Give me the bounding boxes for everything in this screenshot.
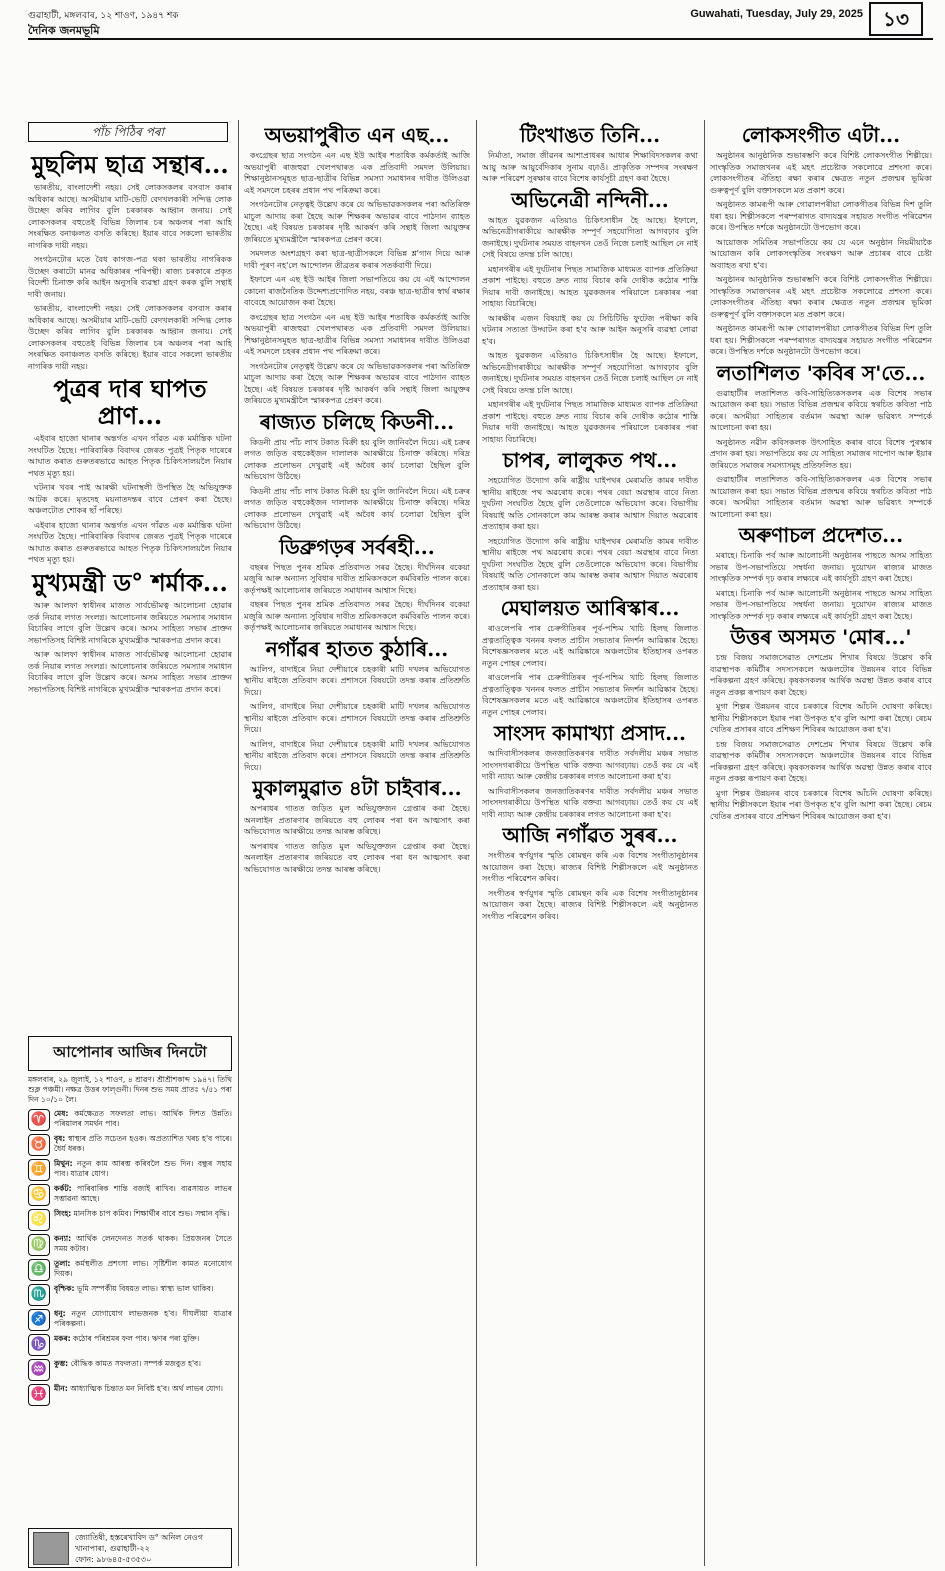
horoscope-sign <box>28 1134 232 1156</box>
page-number: ১৩ <box>869 2 923 36</box>
article-paragraph: কিডনী প্ৰায় পাঁচ লাখ টকাত বিক্ৰী হয় বুলি জানিবলৈ দিয়ে। এই চক্ৰৰ লগত জড়িত বহুকেইজন দালালক আৰক্ষীয়ে চিনাক্ত কৰিছে। দৰিদ্ৰ লোকক প্ৰলোভন দেখুৱাই এই অবৈধ কাৰ্য চলোৱা হৈছিল বুলি অভিযোগ উঠিছে। <box>244 437 470 481</box>
zodiac-icon: ♍ <box>28 1234 50 1256</box>
article-paragraph: ভাৰতীয়, বাংলাদেশী নহয়। সেই লোকসকলৰ বসবাস কৰাৰ অধিকাৰ আছে। অসমীয়াৰ মাটি-ভেটি বেদখলকাৰী সন্দিগ্ধ লোক উচ্ছেদ কৰিব লাগিব বুলি চৰকাৰক আহ্বান জনায়। সেই লোকসকলৰ বহুতেই বিভিন্ন জিলাৰ চৰ অঞ্চলৰ পৰা আহি সংৰক্ষিত বনাঞ্চলত বসতি কৰিছে। ইয়াৰ বাবে সকলো ভাৰতীয় নাগৰিক দায়ী নহয়। <box>28 304 232 371</box>
article-paragraph: সংগীতৰ স্বৰ্ণযুগৰ স্মৃতি ৰোমন্থন কৰি এক বিশেষ সংগীতানুষ্ঠানৰ আয়োজন কৰা হৈছে। ৰাজ্যৰ বিশিষ্ট শিল্পীসকলে এই অনুষ্ঠানত সংগীত পৰিৱেশন কৰিব। <box>482 851 698 883</box>
sign-prediction: নতুন কাম আৰম্ভ কৰিবলৈ শুভ দিন। বন্ধুৰ সহায় পাব। যাত্ৰাৰ যোগ। <box>54 1159 232 1178</box>
column-divider <box>704 120 705 1566</box>
astrologer-box <box>28 1528 232 1568</box>
horoscope-signs <box>28 1109 232 1406</box>
headline-north-assam: উত্তৰ অসমত 'মোৰ...' <box>730 625 912 649</box>
sign-text <box>54 1134 232 1156</box>
article-paragraph: সংগঠনটোৰ নেতৃত্বই উল্লেখ কৰে যে অভিভাৱকসকলৰ পৰা অতিৰিক্ত মাচুল আদায় কৰা হৈছে আৰু শিক্ষকৰ অভাৱৰ বাবে পাঠদান ব্যাহত হৈছে। এই বিষয়ত চৰকাৰৰ দৃষ্টি আকৰ্ষণ কৰি সন্থাই জিলা আয়ুক্তৰ জৰিয়তে মুখ্যমন্ত্ৰীলৈ স্মাৰকপত্ৰ প্ৰেৰণ কৰে। <box>244 361 470 405</box>
article-paragraph: চন্দ্ৰ বিজয় সমাজসেৱাত দেশপ্ৰেম শিখাৰ বিষয়ে উল্লেখ কৰি ব্যৱস্থাপক কমিটীৰ সদস্যসকলে অঞ্চলটোৰ উন্নয়নৰ বাবে বিভিন্ন পৰিকল্পনা গ্ৰহণ কৰিছে। কৃষকসকলৰ আৰ্থিক অৱস্থা উন্নত কৰাৰ বাবে নতুন প্ৰকল্প ৰূপায়ণ কৰা হৈছে। <box>710 653 932 697</box>
column-2 <box>244 120 470 1566</box>
sign-text <box>54 1259 232 1281</box>
sign-name: বৃষ: <box>54 1134 66 1143</box>
sign-text <box>54 1234 232 1256</box>
sign-name: কুম্ভ: <box>54 1359 69 1368</box>
article-paragraph: মুগা শিল্পৰ উন্নয়নৰ বাবে চৰকাৰে বিশেষ আঁচনি ঘোষণা কৰিছে। স্থানীয় শিল্পীসকলে ইয়াৰ পৰা উপকৃত হ'ব বুলি আশা কৰা হৈছে। ৰেচম খেতিৰ প্ৰসাৰৰ বাবে প্ৰশিক্ষণ শিবিৰৰ আয়োজন কৰা হ'ব। <box>710 788 932 821</box>
zodiac-icon: ♉ <box>28 1134 50 1156</box>
article-paragraph: আয়োজক সমিতিৰ সভাপতিয়ে কয় যে এনে অনুষ্ঠান নিয়মীয়াকৈ আয়োজন কৰি লোকসংস্কৃতিৰ সংৰক্ষণ আৰু প্ৰচাৰৰ বাবে চেষ্টা অব্যাহত ৰখা হ'ব। <box>710 237 932 270</box>
sign-text <box>54 1359 201 1381</box>
horoscope-sign <box>28 1184 232 1206</box>
article-paragraph: মৰাহে। চিনাকি পৰ্ব আৰু আলোচনী অনুষ্ঠানৰ পাছতে অসম সাহিত্য সভাৰ উপ-সভাপতিয়ে সম্বৰ্ধনা জনায়। দুয়োখন ৰাজ্যৰ মাজত সাংস্কৃতিক সম্পৰ্ক দৃঢ় কৰাৰ লক্ষ্যৰে এই কাৰ্যসূচী গ্ৰহণ কৰা হৈছে। <box>710 588 932 621</box>
sign-prediction: আধ্যাত্মিক চিন্তাত মন নিবিষ্ট হ'ব। অৰ্থ লাভৰ যোগ। <box>70 1384 223 1393</box>
article-paragraph: ভাৰতীয়, বাংলাদেশী নহয়। সেই লোকসকলৰ বসবাস কৰাৰ অধিকাৰ আছে। অসমীয়াৰ মাটি-ভেটি বেদখলকাৰী সন্দিগ্ধ লোক উচ্ছেদ কৰিব লাগিব বুলি চৰকাৰক আহ্বান জনায়। সেই লোকসকলৰ বহুতেই বিভিন্ন জিলাৰ চৰ অঞ্চলৰ পৰা আহি সংৰক্ষিত বনাঞ্চলত বসতি কৰিছে। ইয়াৰ বাবে সকলো ভাৰতীয় নাগৰিক দায়ী নহয়। <box>28 183 232 250</box>
sign-text <box>54 1184 232 1206</box>
sign-text <box>54 1109 232 1131</box>
headline-nagaon-axe: নগাঁৱৰ হাতত কুঠাৰি... <box>265 636 449 661</box>
article-paragraph: আৰু আলফা স্বাধীনৰ মাজত সাৰ্বভৌমত্ব আলোচনা হোৱাৰ তৰ্ক নিয়াৰ লগত সংলগ্ন। আলোচনাৰ জৰিয়তে সমস্যাৰ সমাধান বিচাৰিব লাগে বুলি উল্লেখ কৰে। অসম সাহিত্য সভাৰ প্ৰাক্তন সভাপতিসহ বিশিষ্ট নাগৰিকে মুখ্যমন্ত্ৰীক স্মাৰকপত্ৰ প্ৰদান কৰে। <box>28 601 232 645</box>
article-paragraph: মুগা শিল্পৰ উন্নয়নৰ বাবে চৰকাৰে বিশেষ আঁচনি ঘোষণা কৰিছে। স্থানীয় শিল্পীসকলে ইয়াৰ পৰা উপকৃত হ'ব বুলি আশা কৰা হৈছে। ৰেচম খেতিৰ প্ৰসাৰৰ বাবে প্ৰশিক্ষণ শিবিৰৰ আয়োজন কৰা হ'ব। <box>710 702 932 734</box>
headline-nagaon-music: আজি নগাঁৱত সুৰৰ... <box>502 823 678 847</box>
sign-text <box>54 1334 199 1356</box>
sign-name: কন্যা: <box>54 1234 72 1243</box>
paper-name: দৈনিক জনমভূমি <box>28 24 100 37</box>
masthead-rule <box>28 38 933 40</box>
article-paragraph: নিৰ্মাতা, সমাজ জীৱনৰ আশাপ্ৰাধৰৰ আধাৰ শিক্ষাবিদসকলৰ কথা আয়ু আৰু আয়ুৰ্বেদিকাৰ সুনাম বঢ়াওঁ। প্ৰাকৃতিক সম্পদৰ সংৰক্ষণ আৰু পৰিৱেশ সুৰক্ষাৰ বাবে বিশেষ কাৰ্যসূচী গ্ৰহণ কৰা হৈছে। <box>482 151 698 183</box>
article-paragraph: অপৰাধৰ গাতত জড়িত মুল অভিযুক্তজন গ্ৰেপ্তাৰ কৰা হৈছে। অনলাইন প্ৰতাৰণাৰ জৰিয়তে বহু লোকৰ পৰা ধন আত্মসাৎ কৰা অভিযোগত আৰক্ষীয়ে তদন্ত আৰম্ভ কৰিছে। <box>244 804 470 836</box>
sign-text <box>54 1209 229 1231</box>
horoscope-box <box>28 1036 232 1566</box>
headline-arunachal: অৰুণাচল প্ৰদেশত... <box>738 523 904 547</box>
article-paragraph: সংগীতৰ স্বৰ্ণযুগৰ স্মৃতি ৰোমন্থন কৰি এক বিশেষ সংগীতানুষ্ঠানৰ আয়োজন কৰা হৈছে। ৰাজ্যৰ বিশিষ্ট শিল্পীসকলে এই অনুষ্ঠানত সংগীত পৰিৱেশন কৰিব। <box>482 888 698 921</box>
sign-prediction: আৰ্থিক লেনদেনত সতৰ্ক থাকক। প্ৰিয়জনৰ সৈতে সময় কটাব। <box>54 1234 232 1253</box>
article-paragraph: গুৱাহাটীৰ লতাশিলত কবি-সাহিত্যিকসকলৰ এক বিশেষ সভাৰ আয়োজন কৰা হয়। সভাত বিভিন্ন প্ৰজন্মৰ কবিয়ে স্বৰচিত কবিতা পাঠ কৰে। অসমীয়া সাহিত্যৰ বৰ্তমান অৱস্থা আৰু ভৱিষ্যৎ সম্পৰ্কে আলোচনা কৰা হয়। <box>710 388 932 432</box>
headline-cyber: মুকালমুৱাত ৪টা চাইবাৰ... <box>252 776 462 800</box>
headline-kidney: ৰাজ্যত চলিছে কিডনী... <box>259 409 455 434</box>
zodiac-icon: ♑ <box>28 1334 50 1356</box>
article-paragraph: মহানগৰীৰ এই দুৰ্ঘটনাৰ পিছত সামাজিক মাধ্যমত ব্যাপক প্ৰতিক্ৰিয়া প্ৰকাশ পাইছে। বহুতে দ্ৰুত ন্যায় বিচাৰ কৰি দোষীক কঠোৰ শাস্তি দিয়াৰ দাবী জনাইছে। আহত যুৱকজনৰ পৰিয়ালে চৰকাৰৰ পৰা সাহায্য বিচাৰিছে। <box>482 400 698 444</box>
sign-prediction: নতুন যোগাযোগ লাভজনক হ'ব। দীঘলীয়া যাত্ৰাৰ পৰিকল্পনা। <box>54 1309 232 1328</box>
article-paragraph: আদিবাসীসকলৰ জনজাতিকৰণৰ দাবীত সৰ্বদলীয় মঞ্চৰ সভাত সাংসদগৰাকীয়ে উপস্থিত থাকি বক্তব্য আগবঢ়ায়। তেওঁ কয় যে এই দাবী ন্যায্য আৰু কেন্দ্ৰীয় চৰকাৰৰ লগত আলোচনা কৰা হ'ব। <box>482 786 698 819</box>
zodiac-icon: ♐ <box>28 1309 50 1331</box>
sign-prediction: কৰ্মস্থলীত প্ৰশংসা লাভ। সৃষ্টিশীল কামত মনোযোগ দিয়ক। <box>54 1259 232 1278</box>
sign-prediction: স্বাস্থ্যৰ প্ৰতি সচেতন হওক। অপ্ৰত্যাশিত খৰচ হ'ব পাৰে। ধৈৰ্য ধৰক। <box>54 1134 232 1153</box>
column-3 <box>482 120 698 1566</box>
article-paragraph: সমদলত অংশগ্ৰহণ কৰা ছাত্ৰ-ছাত্ৰীসকলে বিভিন্ন শ্ল'গান দিয়ে আৰু দাবী পূৰণ নহ'লে আন্দোলন তীব্ৰতৰ কৰাৰ সতৰ্কবাণী দিয়ে। <box>244 249 470 270</box>
sign-text <box>54 1284 214 1306</box>
article-paragraph: অনুষ্ঠানৰ আনুষ্ঠানিক শুভাৰম্ভণি কৰে বিশিষ্ট লোকসংগীত শিল্পীয়ে। সাংস্কৃতিক সমাজখনৰ এই মহৎ প্ৰচেষ্টাক সকলোৱে প্ৰশংসা কৰে। লোকসংগীতৰ ঐতিহ্য ৰক্ষা কৰাৰ ক্ষেত্ৰত নতুন প্ৰজন্মৰ ভূমিকা গুৰুত্বপূৰ্ণ বুলি বক্তাসকলে মত প্ৰকাশ কৰে। <box>710 275 932 319</box>
article-paragraph: ৰাওলেপৰি পাৰ চেৰুগীতিৰৰ পূৰ্ব-পশ্চিম খাচি হিলছ জিলাত প্ৰত্নতাত্ত্বিক খননৰ ফলত প্ৰাচীন সভ্যতাৰ নিদৰ্শন আৱিষ্কাৰ হৈছে। বিশেষজ্ঞসকলৰ মতে এই আৱিষ্কাৰে অঞ্চলটোৰ ইতিহাসৰ ওপৰত নতুন পোহৰ পেলাব। <box>482 673 698 717</box>
article-paragraph: আলিগ, বাদাইৰে নিয়া দেশীয়াৰে চহকাৰী মাটি দখলৰ অভিযোগত স্থানীয় ৰাইজে প্ৰতিবাদ কৰে। প্ৰশাসনে বিষয়টো তদন্ত কৰাৰ প্ৰতিশ্ৰুতি দিয়ে। <box>244 664 470 697</box>
sign-prediction: পাৰিবাৰিক শান্তি বজাই ৰাখিব। ব্যৱসায়ত লাভৰ সম্ভাৱনা আছে। <box>54 1184 232 1203</box>
horoscope-sign <box>28 1209 232 1231</box>
horoscope-title: আপোনাৰ আজিৰ দিনটো <box>28 1036 232 1071</box>
astrologer-name: জ্যোতিষী, হস্তৰেখাবিদ ড° অনিল নেওগ <box>75 1533 203 1542</box>
headline-chapar-road: চাপৰ, লালুকত পথ... <box>502 448 678 472</box>
date-right: Guwahati, Tuesday, July 29, 2025 <box>690 8 863 20</box>
sign-text <box>54 1384 223 1406</box>
column-divider <box>238 120 239 1566</box>
sign-name: তুলা: <box>54 1259 71 1268</box>
article-paragraph: মৰাহে। চিনাকি পৰ্ব আৰু আলোচনী অনুষ্ঠানৰ পাছতে অসম সাহিত্য সভাৰ উপ-সভাপতিয়ে সম্বৰ্ধনা জনায়। দুয়োখন ৰাজ্যৰ মাজত সাংস্কৃতিক সম্পৰ্ক দৃঢ় কৰাৰ লক্ষ্যৰে এই কাৰ্যসূচী গ্ৰহণ কৰা হৈছে। <box>710 551 932 583</box>
zodiac-icon: ♏ <box>28 1284 50 1306</box>
zodiac-icon: ♎ <box>28 1259 50 1281</box>
sign-name: মেষ: <box>54 1109 69 1118</box>
sign-prediction: কৰ্মক্ষেত্ৰত সফলতা লাভ। আৰ্থিক দিশত উন্নতি। পৰিয়ালৰ সমৰ্থন পাব। <box>54 1109 232 1128</box>
horoscope-sign <box>28 1359 232 1381</box>
article-paragraph: অনুষ্ঠানত কামৰূপী আৰু গোৱালপৰীয়া লোকগীতৰ বিভিন্ন দিশ তুলি ধৰা হয়। শিল্পীসকলে পৰম্পৰাগত বাদ্যযন্ত্ৰৰ সহায়ত সংগীত পৰিৱেশন কৰে। উপস্থিত দৰ্শকে অনুষ্ঠানটো উপভোগ কৰে। <box>710 324 932 356</box>
sign-text <box>54 1309 232 1331</box>
article-paragraph: আদিবাসীসকলৰ জনজাতিকৰণৰ দাবীত সৰ্বদলীয় মঞ্চৰ সভাত সাংসদগৰাকীয়ে উপস্থিত থাকি বক্তব্য আগবঢ়ায়। তেওঁ কয় যে এই দাবী ন্যায্য আৰু কেন্দ্ৰীয় চৰকাৰৰ লগত আলোচনা কৰা হ'ব। <box>482 749 698 781</box>
sign-prediction: ভূমি সম্পৰ্কীয় বিষয়ত লাভ। স্বাস্থ্য ভাল থাকিব। <box>76 1284 214 1293</box>
horoscope-sign <box>28 1159 232 1181</box>
article-paragraph: কংগ্ৰেছৰ ছাত্ৰ সংগঠন এন এছ ইউ আইৰ শতাধিক কৰ্মকৰ্তাই আজি অভয়াপুৰী ৰাজহুৱা খেলপথাৰত এক প্ৰতিবাদী সমদল উলিয়ায়। শিক্ষানুষ্ঠানসমূহত ছাত্ৰ-ছাত্ৰীৰ বিভিন্ন সমস্যা সমাধানৰ দাবীত উলিওৱা এই সমদলে চহৰৰ প্ৰধান পথ পৰিক্ৰমা কৰে। <box>244 312 470 356</box>
zodiac-icon: ♈ <box>28 1109 50 1131</box>
astrologer-address: খানাপাৰা, গুৱাহাটী-২২ <box>75 1544 150 1553</box>
zodiac-icon: ♊ <box>28 1159 50 1181</box>
article-paragraph: আৰু আলফা স্বাধীনৰ মাজত সাৰ্বভৌমত্ব আলোচনা হোৱাৰ তৰ্ক নিয়াৰ লগত সংলগ্ন। আলোচনাৰ জৰিয়তে সমস্যাৰ সমাধান বিচাৰিব লাগে বুলি উল্লেখ কৰে। অসম সাহিত্য সভাৰ প্ৰাক্তন সভাপতিসহ বিশিষ্ট নাগৰিকে মুখ্যমন্ত্ৰীক স্মাৰকপত্ৰ প্ৰদান কৰে। <box>28 650 232 694</box>
column-4 <box>710 120 932 1566</box>
sign-name: কৰ্কট: <box>54 1184 72 1193</box>
sign-prediction: মানসিক চাপ কমিব। শিক্ষাৰ্থীৰ বাবে শুভ। সন্মান বৃদ্ধি। <box>73 1209 230 1218</box>
article-paragraph: ৰাওলেপৰি পাৰ চেৰুগীতিৰৰ পূৰ্ব-পশ্চিম খাচি হিলছ জিলাত প্ৰত্নতাত্ত্বিক খননৰ ফলত প্ৰাচীন সভ্যতাৰ নিদৰ্শন আৱিষ্কাৰ হৈছে। বিশেষজ্ঞসকলৰ মতে এই আৱিষ্কাৰে অঞ্চলটোৰ ইতিহাসৰ ওপৰত নতুন পোহৰ পেলাব। <box>482 624 698 668</box>
headline-actress: অভিনেত্ৰী নন্দিনী... <box>511 187 669 212</box>
article-paragraph: কংগ্ৰেছৰ ছাত্ৰ সংগঠন এন এছ ইউ আইৰ শতাধিক কৰ্মকৰ্তাই আজি অভয়াপুৰী ৰাজহুৱা খেলপথাৰত এক প্ৰতিবাদী সমদল উলিয়ায়। শিক্ষানুষ্ঠানসমূহত ছাত্ৰ-ছাত্ৰীৰ বিভিন্ন সমস্যা সমাধানৰ দাবীত উলিওৱা এই সমদলে চহৰৰ প্ৰধান পথ পৰিক্ৰমা কৰে। <box>244 151 470 195</box>
date-left: গুৱাহাটী, মঙ্গলবাৰ, ১২ শাওণ, ১৯৪৭ শক <box>28 11 179 21</box>
sign-name: মীন: <box>54 1384 68 1393</box>
sign-name: মিথুন: <box>54 1159 73 1168</box>
column-1 <box>28 148 232 1028</box>
sign-name: মকৰ: <box>54 1334 71 1343</box>
article-paragraph: অনুষ্ঠানত নৱীন কবিসকলক উৎসাহিত কৰাৰ বাবে বিশেষ পুৰস্কাৰ প্ৰদান কৰা হয়। সভাপতিয়ে কয় যে সাহিত্য সমাজৰ দাপোণ আৰু ইয়াৰ জৰিয়তে সমাজৰ সমস্যাসমূহ প্ৰতিফলিত হয়। <box>710 437 932 470</box>
article-paragraph: সংগঠনটোৰ নেতৃত্বই উল্লেখ কৰে যে অভিভাৱকসকলৰ পৰা অতিৰিক্ত মাচুল আদায় কৰা হৈছে আৰু শিক্ষকৰ অভাৱৰ বাবে পাঠদান ব্যাহত হৈছে। এই বিষয়ত চৰকাৰৰ দৃষ্টি আকৰ্ষণ কৰি সন্থাই জিলা আয়ুক্তৰ জৰিয়তে মুখ্যমন্ত্ৰীলৈ স্মাৰকপত্ৰ প্ৰেৰণ কৰে। <box>244 200 470 244</box>
headline-dibrugarh: ডিব্ৰুগড়ৰ সৰ্বৰহী... <box>279 534 435 559</box>
zodiac-icon: ♓ <box>28 1384 50 1406</box>
article-paragraph: এইবাৰ হাজো থানাৰ অন্তৰ্গত এখন গাঁৱত এক মৰ্মান্তিক ঘটনা সংঘটিত হৈছে। পাৰিবাৰিক বিবাদৰ জেৰত পুত্ৰই পিতৃক দাৰেৰে আঘাত কৰাত গুৰুতৰভাৱে আহত পিতৃক চিকিৎসালয়লৈ নিয়াৰ পথত মৃত্যু হয়। <box>28 434 232 478</box>
zodiac-icon: ♋ <box>28 1184 50 1206</box>
sign-name: ধনু: <box>54 1309 66 1318</box>
astrologer-photo <box>33 1532 69 1565</box>
headline-muslim-students: মুছলিম ছাত্ৰ সন্থাৰ... <box>31 150 229 179</box>
article-paragraph: কিডনী প্ৰায় পাঁচ লাখ টকাত বিক্ৰী হয় বুলি জানিবলৈ দিয়ে। এই চক্ৰৰ লগত জড়িত বহুকেইজন দালালক আৰক্ষীয়ে চিনাক্ত কৰিছে। দৰিদ্ৰ লোকক প্ৰলোভন দেখুৱাই এই অবৈধ কাৰ্য চলোৱা হৈছিল বুলি অভিযোগ উঠিছে। <box>244 486 470 530</box>
article-paragraph: আৰক্ষীৰ এজন বিষয়াই কয় যে সিচিটিভি ফুটেজ পৰীক্ষা কৰি ঘটনাৰ সত্যতা উদ্ঘাটন কৰা হ'ব আৰু আইন অনুসৰি ব্যৱস্থা লোৱা হ'ব। <box>482 313 698 346</box>
headline-meghalaya: মেঘালয়ত আৰিস্কাৰ... <box>500 596 680 620</box>
article-paragraph: সংগঠনটোৰ মতে বৈধ কাগজ-পত্ৰ থকা ভাৰতীয় নাগৰিকক উচ্ছেদ কৰাটো মানৱ অধিকাৰৰ পৰিপন্থী। ৰাজ্য চৰকাৰে প্ৰকৃত বিদেশী চিনাক্ত কৰি আইন অনুসৰি ব্যৱস্থা গ্ৰহণ কৰক বুলি সন্থাই দাবী জনায়। <box>28 255 232 299</box>
horoscope-sign <box>28 1309 232 1331</box>
headline-chief-minister: মুখ্যমন্ত্ৰী ড° শৰ্মাক... <box>32 567 228 597</box>
horoscope-sign <box>28 1109 232 1131</box>
article-paragraph: ইফালে এন এছ ইউ আইৰ জিলা সভাপতিয়ে কয় যে এই আন্দোলন কোনো ৰাজনৈতিক উদ্দেশ্যপ্ৰণোদিত নহয়, বৰঞ্চ ছাত্ৰ-ছাত্ৰীৰ স্বাৰ্থ ৰক্ষাৰ বাবেহে আয়োজন কৰা হৈছে। <box>244 275 470 307</box>
sign-prediction: বৌদ্ধিক কামত সফলতা। সম্পৰ্ক মজবুত হ'ব। <box>70 1359 201 1368</box>
horoscope-sign <box>28 1259 232 1281</box>
zodiac-icon: ♒ <box>28 1359 50 1381</box>
article-paragraph: এইবাৰ হাজো থানাৰ অন্তৰ্গত এখন গাঁৱত এক মৰ্মান্তিক ঘটনা সংঘটিত হৈছে। পাৰিবাৰিক বিবাদৰ জেৰত পুত্ৰই পিতৃক দাৰেৰে আঘাত কৰাত গুৰুতৰভাৱে আহত পিতৃক চিকিৎসালয়লৈ নিয়াৰ পথত মৃত্যু হয়। <box>28 520 232 565</box>
headline-folk-song: লোকসংগীত এটা... <box>741 123 901 147</box>
article-paragraph: আহত যুৱকজন এতিয়াও চিকিৎসাধীন হৈ আছে। ইফালে, অভিনেত্ৰীগৰাকীয়ে আৰক্ষীক সম্পূৰ্ণ সহযোগিতা আগবঢ়াব বুলি জনাইছে। দুৰ্ঘটনাৰ সময়ত বাহনখন তেওঁ নিজে চলাই আছিল নে নাই সেই বিষয়ে তদন্ত চলি আছে। <box>482 215 698 259</box>
article-paragraph: বছৰৰ পিছত পুনৰ শ্ৰমিক প্ৰতিবাদত সৰৱ হৈছে। দীৰ্ঘদিনৰ বকেয়া মজুৰি আৰু অন্যান্য সুবিধাৰ দাবীত শ্ৰমিকসকলে কৰ্মবিৰতি পালন কৰে। কৰ্তৃপক্ষই আলোচনাৰ জৰিয়তে সমাধানৰ আশ্বাস দিছে। <box>244 600 470 632</box>
astrologer-phone: ফোন: ৯৮৬৪৫-৫৩৫৩০ <box>75 1555 152 1564</box>
headline-son-attack: পুত্ৰৰ দাৰ ঘাপত প্ৰাণ... <box>53 374 207 430</box>
horoscope-sign <box>28 1384 232 1406</box>
zodiac-icon: ♌ <box>28 1209 50 1231</box>
sign-name: সিংহ: <box>54 1209 72 1218</box>
article-paragraph: সহযোগিত উদ্যোগ কৰি ৰাষ্ট্ৰীয় ঘাইপথৰ মেৰামতি কামৰ দাবীত স্থানীয় ৰাইজে পথ অৱৰোধ কৰে। পথৰ বেয়া অৱস্থাৰ বাবে নিত্য দুৰ্ঘটনা সংঘটিত হৈছে বুলি তেওঁলোকে অভিযোগ কৰে। বিভাগীয় বিষয়াই অতি সোনকালে কাম আৰম্ভ কৰাৰ আশ্বাস দিয়াত অৱৰোধ প্ৰত্যাহাৰ কৰা হয়। <box>482 476 698 531</box>
article-paragraph: গুৱাহাটীৰ লতাশিলত কবি-সাহিত্যিকসকলৰ এক বিশেষ সভাৰ আয়োজন কৰা হয়। সভাত বিভিন্ন প্ৰজন্মৰ কবিয়ে স্বৰচিত কবিতা পাঠ কৰে। অসমীয়া সাহিত্যৰ বৰ্তমান অৱস্থা আৰু ভৱিষ্যৎ সম্পৰ্কে আলোচনা কৰা হয়। <box>710 475 932 519</box>
sign-prediction: কঠোৰ পৰিশ্ৰমৰ ফল পাব। ঋণৰ পৰা মুক্তি। <box>73 1334 200 1343</box>
article-paragraph: অনুষ্ঠানত কামৰূপী আৰু গোৱালপৰীয়া লোকগীতৰ বিভিন্ন দিশ তুলি ধৰা হয়। শিল্পীসকলে পৰম্পৰাগত বাদ্যযন্ত্ৰৰ সহায়ত সংগীত পৰিৱেশন কৰে। উপস্থিত দৰ্শকে অনুষ্ঠানটো উপভোগ কৰে। <box>710 200 932 232</box>
article-paragraph: আলিগ, বাদাইৰে নিয়া দেশীয়াৰে চহকাৰী মাটি দখলৰ অভিযোগত স্থানীয় ৰাইজে প্ৰতিবাদ কৰে। প্ৰশাসনে বিষয়টো তদন্ত কৰাৰ প্ৰতিশ্ৰুতি দিয়ে। <box>244 702 470 734</box>
article-paragraph: সহযোগিত উদ্যোগ কৰি ৰাষ্ট্ৰীয় ঘাইপথৰ মেৰামতি কামৰ দাবীত স্থানীয় ৰাইজে পথ অৱৰোধ কৰে। পথৰ বেয়া অৱস্থাৰ বাবে নিত্য দুৰ্ঘটনা সংঘটিত হৈছে বুলি তেওঁলোকে অভিযোগ কৰে। বিভাগীয় বিষয়াই অতি সোনকালে কাম আৰম্ভ কৰাৰ আশ্বাস দিয়াত অৱৰোধ প্ৰত্যাহাৰ কৰা হয়। <box>482 536 698 592</box>
article-paragraph: মহানগৰীৰ এই দুৰ্ঘটনাৰ পিছত সামাজিক মাধ্যমত ব্যাপক প্ৰতিক্ৰিয়া প্ৰকাশ পাইছে। বহুতে দ্ৰুত ন্যায় বিচাৰ কৰি দোষীক কঠোৰ শাস্তি দিয়াৰ দাবী জনাইছে। আহত যুৱকজনৰ পৰিয়ালে চৰকাৰৰ পৰা সাহায্য বিচাৰিছে। <box>482 264 698 308</box>
headline-tingkhang: টিংখাঙত তিনি... <box>519 123 661 147</box>
horoscope-intro: মঙ্গলবাৰ, ২৯ জুলাই, ১২ শাওণ, ৪ শ্ৰাৱণ। শ্ৰীশ্ৰীশকাব্দ ১৯৪৭। তিথি শুক্ল পঞ্চমী। নক্ষত্ৰ উত্তৰ ফাল্গুনী। দিনৰ শুভ সময় প্ৰাতঃ ৭/৫১ পৰা দিন ১০/১০ লৈ। <box>28 1075 232 1104</box>
headline-latashil-poet: লতাশিলত 'কবিৰ স'তে... <box>716 360 926 385</box>
horoscope-sign <box>28 1334 232 1356</box>
article-paragraph: চন্দ্ৰ বিজয় সমাজসেৱাত দেশপ্ৰেম শিখাৰ বিষয়ে উল্লেখ কৰি ব্যৱস্থাপক কমিটীৰ সদস্যসকলে অঞ্চলটোৰ উন্নয়নৰ বাবে বিভিন্ন পৰিকল্পনা গ্ৰহণ কৰিছে। কৃষকসকলৰ আৰ্থিক অৱস্থা উন্নত কৰাৰ বাবে নতুন প্ৰকল্প ৰূপায়ণ কৰা হৈছে। <box>710 739 932 783</box>
headline-abhayapuri: অভয়াপুৰীত এন এছ... <box>264 123 450 147</box>
article-paragraph: অপৰাধৰ গাতত জড়িত মুল অভিযুক্তজন গ্ৰেপ্তাৰ কৰা হৈছে। অনলাইন প্ৰতাৰণাৰ জৰিয়তে বহু লোকৰ পৰা ধন আত্মসাৎ কৰা অভিযোগত আৰক্ষীয়ে তদন্ত আৰম্ভ কৰিছে। <box>244 841 470 874</box>
horoscope-sign <box>28 1284 232 1306</box>
article-paragraph: ঘটনাৰ খবৰ পাই আৰক্ষী ঘটনাস্থলী উপস্থিত হৈ অভিযুক্তক আটক কৰে। মৃতদেহ ময়নাতদন্তৰ বাবে প্ৰেৰণ কৰা হৈছে। অঞ্চলটোত শোকৰ ছাঁ পৰিছে। <box>28 483 232 516</box>
article-paragraph: আহত যুৱকজন এতিয়াও চিকিৎসাধীন হৈ আছে। ইফালে, অভিনেত্ৰীগৰাকীয়ে আৰক্ষীক সম্পূৰ্ণ সহযোগিতা আগবঢ়াব বুলি জনাইছে। দুৰ্ঘটনাৰ সময়ত বাহনখন তেওঁ নিজে চলাই আছিল নে নাই সেই বিষয়ে তদন্ত চলি আছে। <box>482 351 698 395</box>
sign-text <box>54 1159 232 1181</box>
sign-name: বৃশ্চিক: <box>54 1284 75 1293</box>
article-paragraph: বছৰৰ পিছত পুনৰ শ্ৰমিক প্ৰতিবাদত সৰৱ হৈছে। দীৰ্ঘদিনৰ বকেয়া মজুৰি আৰু অন্যান্য সুবিধাৰ দাবীত শ্ৰমিকসকলে কৰ্মবিৰতি পালন কৰে। কৰ্তৃপক্ষই আলোচনাৰ জৰিয়তে সমাধানৰ আশ্বাস দিছে। <box>244 562 470 595</box>
article-paragraph: অনুষ্ঠানৰ আনুষ্ঠানিক শুভাৰম্ভণি কৰে বিশিষ্ট লোকসংগীত শিল্পীয়ে। সাংস্কৃতিক সমাজখনৰ এই মহৎ প্ৰচেষ্টাক সকলোৱে প্ৰশংসা কৰে। লোকসংগীতৰ ঐতিহ্য ৰক্ষা কৰাৰ ক্ষেত্ৰত নতুন প্ৰজন্মৰ ভূমিকা গুৰুত্বপূৰ্ণ বুলি বক্তাসকলে মত প্ৰকাশ কৰে। <box>710 151 932 195</box>
article-paragraph: আলিগ, বাদাইৰে নিয়া দেশীয়াৰে চহকাৰী মাটি দখলৰ অভিযোগত স্থানীয় ৰাইজে প্ৰতিবাদ কৰে। প্ৰশাসনে বিষয়টো তদন্ত কৰাৰ প্ৰতিশ্ৰুতি দিয়ে। <box>244 739 470 772</box>
section-banner: পাঁচ পিঠিৰ পৰা <box>28 122 228 142</box>
column-divider <box>476 120 477 1566</box>
masthead <box>12 0 933 40</box>
horoscope-sign <box>28 1234 232 1256</box>
headline-mp-kamakhya: সাংসদ কামাখ্যা প্ৰসাদ... <box>493 721 687 745</box>
